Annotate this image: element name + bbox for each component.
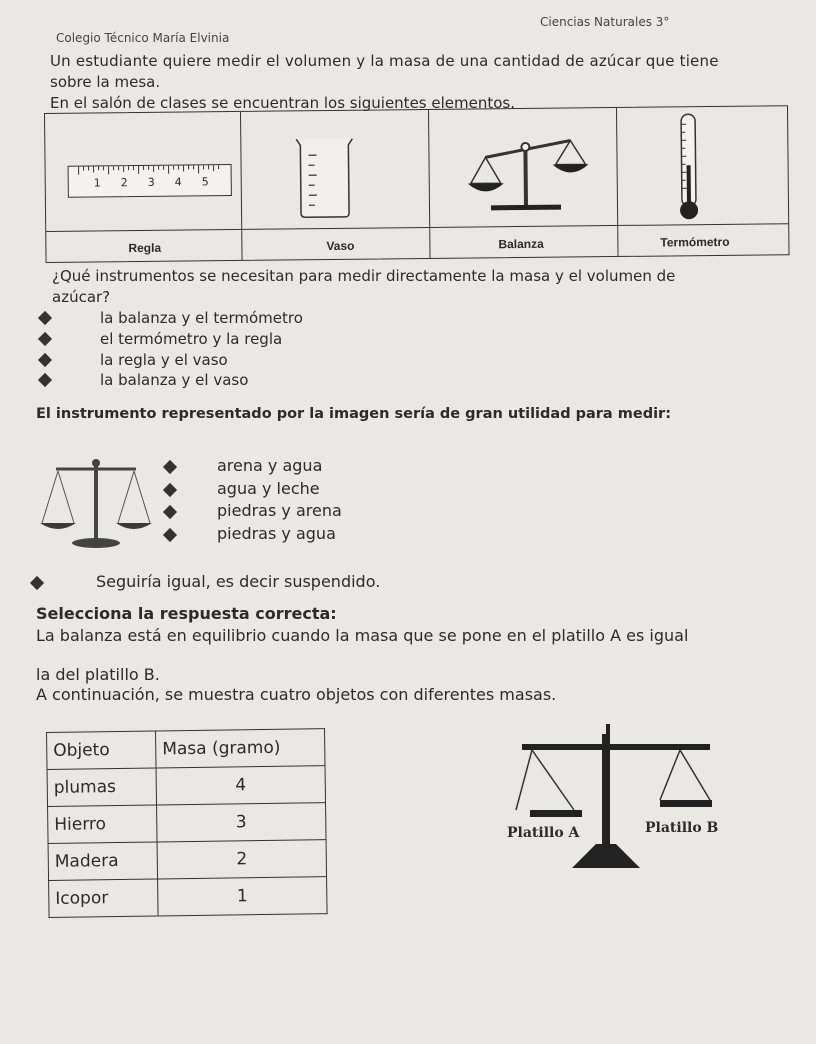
label-regla: Regla [128, 240, 162, 256]
q2-option-1[interactable]: arena y agua [217, 456, 323, 475]
cell-mass: 3 [157, 803, 327, 842]
ruler-image [68, 164, 232, 198]
q2-stem: El instrumento representado por la imagen sería de gran utilidad para medir: [36, 406, 672, 422]
q2-option-1-bullet-icon[interactable] [163, 460, 177, 474]
q1-line-1: ¿Qué instrumentos se necesitan para medir directamente la masa y el volumen de [52, 267, 676, 285]
intro-line-2: sobre la mesa. [50, 73, 161, 91]
table-row [48, 840, 326, 881]
extra-option-bullet-icon[interactable] [30, 576, 44, 590]
cell-object: Madera [48, 842, 158, 881]
q1-line-2: azúcar? [52, 288, 111, 306]
header-objeto: Objeto [47, 731, 157, 770]
q2-option-4[interactable]: piedras y agua [217, 524, 336, 543]
q2-option-4-bullet-icon[interactable] [163, 528, 177, 542]
q1-option-2[interactable]: el termómetro y la regla [100, 330, 283, 348]
mass-table-header-row [47, 729, 325, 770]
label-vaso: Vaso [326, 238, 355, 254]
intro-line-3: En el salón de clases se encuentran los siguientes elementos. [50, 94, 515, 112]
header-masa: Masa (gramo) [155, 729, 325, 768]
q1-option-1-bullet-icon[interactable] [38, 311, 52, 325]
instruments-label-row [46, 223, 788, 262]
q1-option-1[interactable]: la balanza y el termómetro [100, 309, 303, 327]
q1-option-3-bullet-icon[interactable] [38, 353, 52, 367]
table-row [49, 877, 327, 918]
platillo-b-label: Platillo B [645, 820, 719, 836]
q1-option-2-bullet-icon[interactable] [38, 332, 52, 346]
cell-object: Icopor [49, 879, 159, 918]
table-row [47, 766, 325, 807]
label-balanza: Balanza [498, 236, 544, 252]
balance-scale-icon [455, 120, 606, 217]
cell-object: plumas [47, 768, 157, 807]
hanging-balance-icon [38, 455, 163, 550]
q2-option-3-bullet-icon[interactable] [163, 505, 177, 519]
beaker-icon [290, 135, 361, 221]
q2-option-2-bullet-icon[interactable] [163, 483, 177, 497]
extra-option[interactable]: Seguiría igual, es decir suspendido. [96, 572, 381, 591]
large-balance-scale-icon [512, 720, 742, 870]
ruler-tick-1: 1 [93, 176, 101, 190]
q2-option-2[interactable]: agua y leche [217, 479, 320, 498]
cell-mass: 1 [158, 877, 328, 916]
table-row [48, 803, 326, 844]
q1-option-4[interactable]: la balanza y el vaso [100, 371, 249, 389]
school-name: Colegio Técnico María Elvinia [56, 31, 230, 45]
cell-mass: 2 [157, 840, 327, 879]
q1-option-3[interactable]: la regla y el vaso [100, 351, 228, 369]
cell-mass: 4 [156, 766, 326, 805]
label-termometro: Termómetro [660, 234, 730, 250]
intro-line-1: Un estudiante quiere medir el volumen y la masa de una cantidad de azúcar que tiene [50, 52, 719, 70]
q3-line-1: La balanza está en equilibrio cuando la masa que se pone en el platillo A es igual [36, 626, 689, 645]
subject-label: Ciencias Naturales 3° [540, 15, 670, 29]
ruler-tick-5: 5 [201, 175, 209, 189]
q1-option-4-bullet-icon[interactable] [38, 373, 52, 387]
q2-option-3[interactable]: piedras y arena [217, 501, 342, 520]
q3-heading: Selecciona la respuesta correcta: [36, 604, 337, 623]
q3-line-3: A continuación, se muestra cuatro objetos con diferentes masas. [36, 685, 557, 704]
ruler-tick-2: 2 [120, 176, 128, 190]
q3-line-2: la del platillo B. [36, 665, 160, 684]
instruments-table [44, 105, 790, 263]
cell-object: Hierro [48, 805, 158, 844]
thermometer-icon [668, 110, 709, 225]
ruler-tick-3: 3 [147, 175, 155, 189]
ruler-tick-4: 4 [174, 175, 182, 189]
mass-table [46, 728, 328, 918]
platillo-a-label: Platillo A [507, 825, 580, 841]
